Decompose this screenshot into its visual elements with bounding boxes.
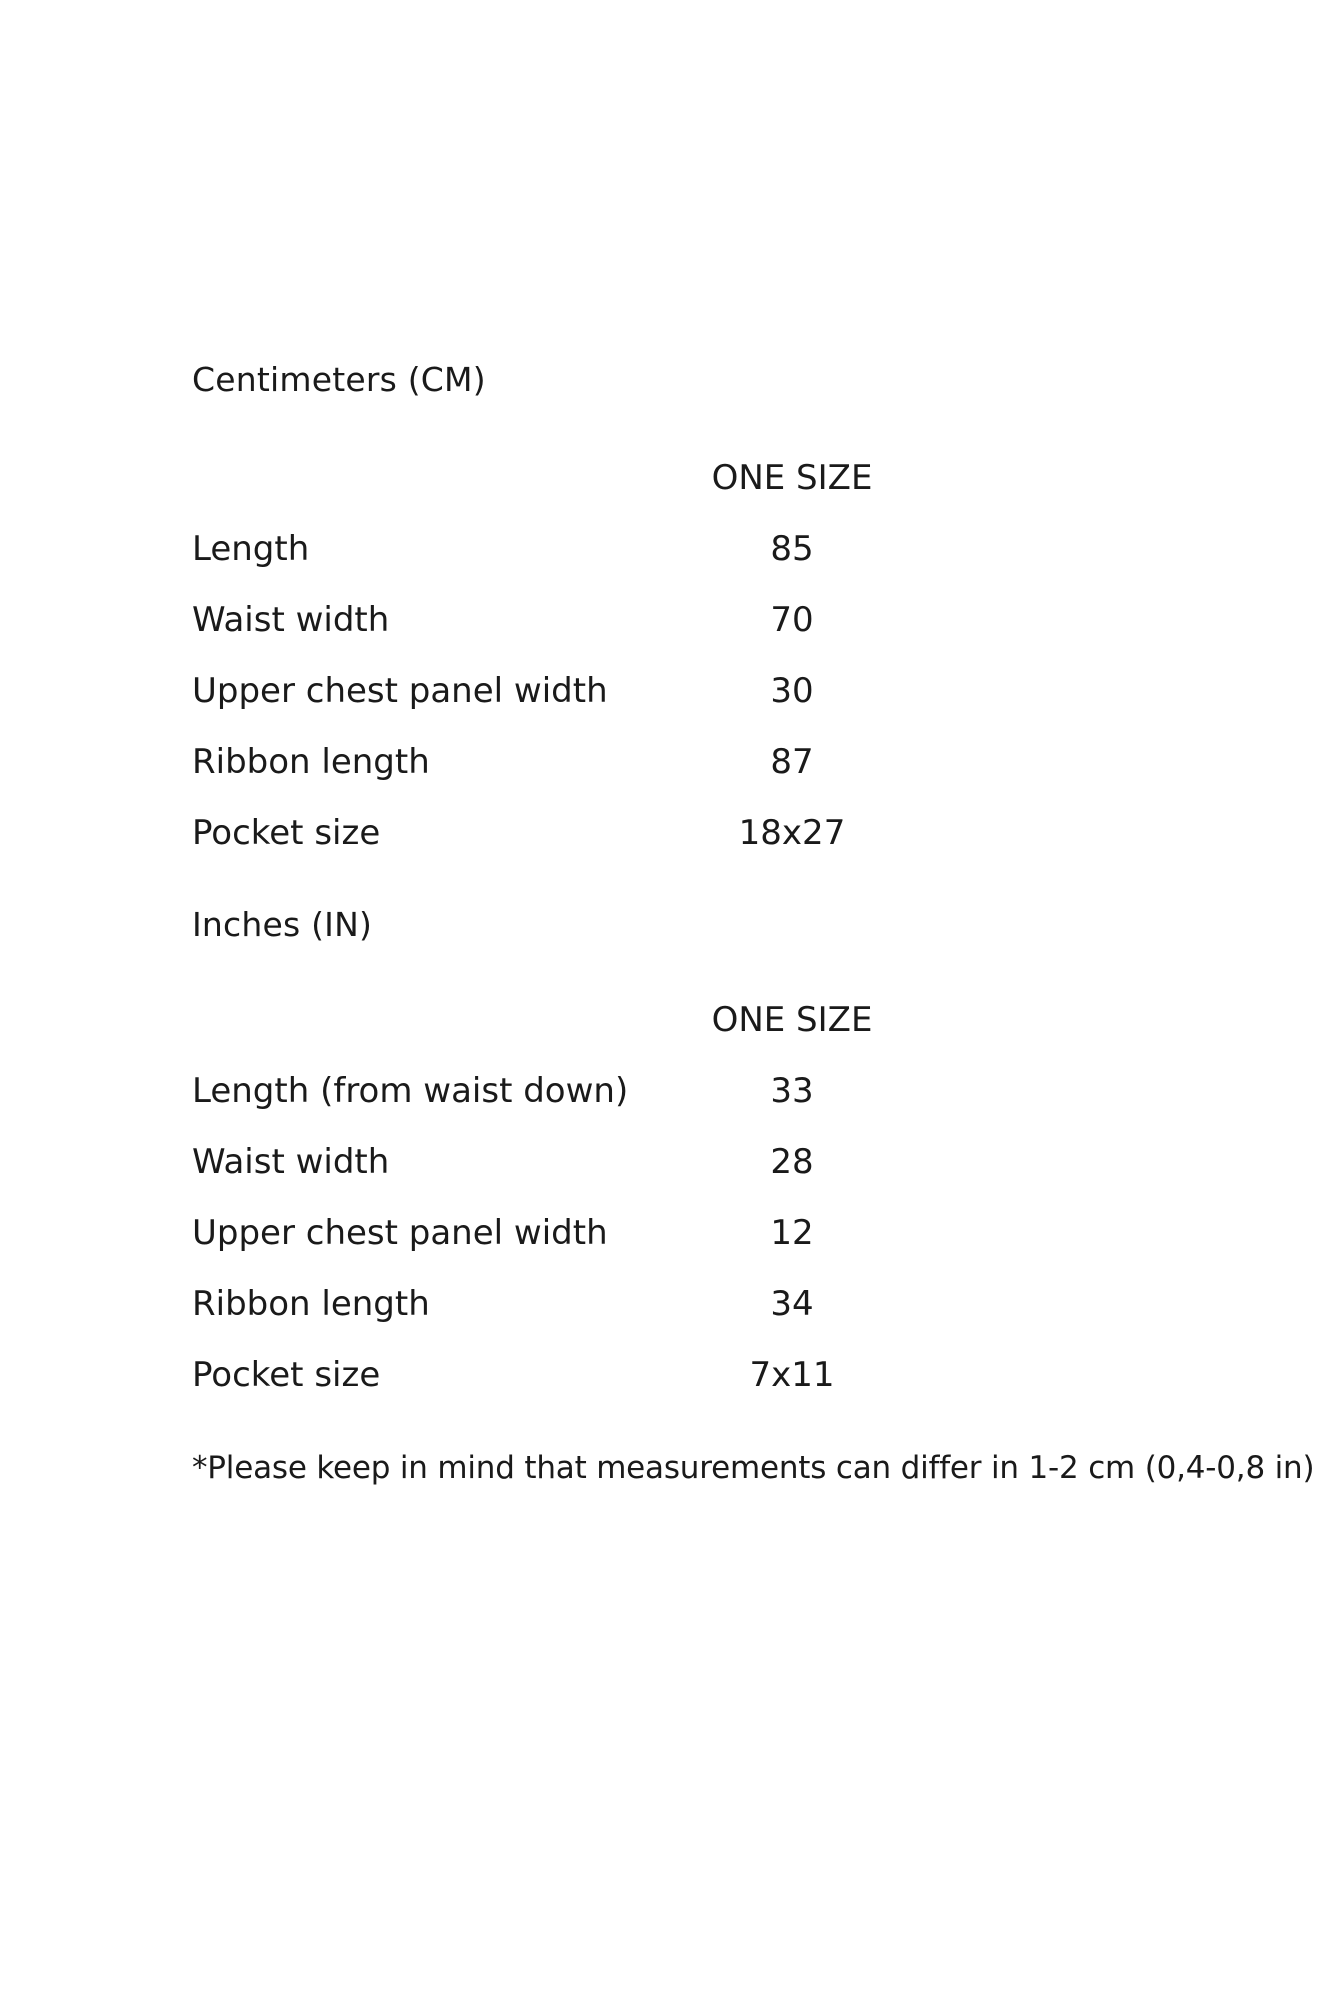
measurement-value: 33 [770, 1071, 814, 1111]
table-row [192, 514, 952, 585]
measurement-label: Length (from waist down) [192, 1071, 629, 1111]
measurement-value: 12 [770, 1213, 814, 1253]
measurement-value: 34 [770, 1284, 814, 1324]
size-table-in [192, 985, 952, 1411]
measurement-value: 87 [770, 742, 814, 782]
measurement-value: 18x27 [738, 813, 846, 853]
table-row [192, 798, 952, 869]
measurement-value: 7x11 [749, 1355, 835, 1395]
measurement-value: 85 [770, 529, 814, 569]
table-row [192, 1056, 952, 1127]
section-title-in: Inches (IN) [192, 905, 373, 944]
size-column-header: ONE SIZE [711, 1000, 873, 1040]
measurement-value: 70 [770, 600, 814, 640]
table-row [192, 656, 952, 727]
table-header-row [192, 443, 952, 514]
measurement-value: 28 [770, 1142, 814, 1182]
measurement-label: Pocket size [192, 1355, 381, 1395]
table-header-row [192, 985, 952, 1056]
measurement-label: Waist width [192, 1142, 390, 1182]
measurement-disclaimer-note: *Please keep in mind that measurements can differ in 1-2 cm (0,4-0,8 in) [192, 1450, 1315, 1486]
table-row [192, 1198, 952, 1269]
measurement-label: Pocket size [192, 813, 381, 853]
measurement-label: Ribbon length [192, 1284, 430, 1324]
size-table-cm [192, 443, 952, 869]
measurement-label: Waist width [192, 600, 390, 640]
table-row [192, 585, 952, 656]
section-title-cm: Centimeters (CM) [192, 360, 486, 399]
measurement-value: 30 [770, 671, 814, 711]
size-column-header: ONE SIZE [711, 458, 873, 498]
measurement-label: Upper chest panel width [192, 1213, 608, 1253]
measurement-label: Ribbon length [192, 742, 430, 782]
measurement-label: Length [192, 529, 310, 569]
table-row [192, 1127, 952, 1198]
table-row [192, 727, 952, 798]
table-row [192, 1269, 952, 1340]
measurement-label: Upper chest panel width [192, 671, 608, 711]
table-row [192, 1340, 952, 1411]
